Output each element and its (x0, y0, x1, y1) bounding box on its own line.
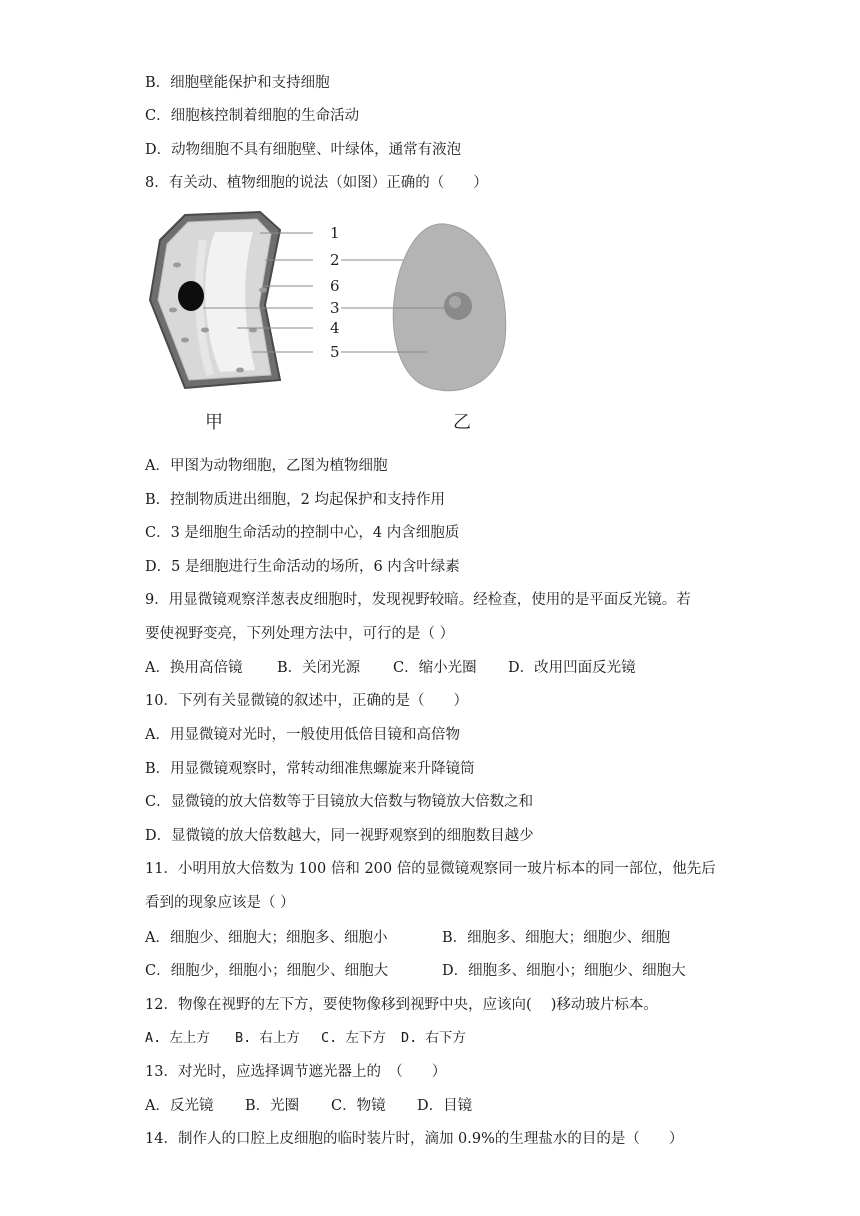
q10-option-c: C．显微镜的放大倍数等于目镜放大倍数与物镜放大倍数之和 (145, 794, 534, 810)
label-6: 6 (330, 277, 340, 295)
label-4: 4 (330, 319, 340, 337)
q14-stem: 14．制作人的口腔上皮细胞的临时装片时，滴加 0.9%的生理盐水的目的是（ ） (145, 1131, 684, 1147)
label-yi: 乙 (453, 412, 471, 433)
cell-diagram-figure (145, 210, 535, 440)
q9-option-c: C．缩小光圈 (393, 660, 477, 676)
q10-stem: 10．下列有关显微镜的叙述中，正确的是（ ） (145, 693, 468, 709)
label-5: 5 (330, 343, 340, 361)
q12-option-a: A. 左上方 (145, 1030, 210, 1046)
q11-option-d: D．细胞多、细胞小；细胞少、细胞大 (442, 963, 686, 979)
q11-stem-line1: 11．小明用放大倍数为 100 倍和 200 倍的显微镜观察同一玻片标本的同一部位，他先后 (145, 861, 716, 877)
q13-option-c: C．物镜 (331, 1098, 386, 1114)
q8-option-c: C．3 是细胞生命活动的控制中心，4 内含细胞质 (145, 525, 460, 541)
q12-option-c: C. 左下方 (321, 1030, 386, 1046)
q13-stem: 13．对光时，应选择调节遮光器上的 （ ） (145, 1064, 447, 1080)
label-3: 3 (330, 299, 340, 317)
q9-option-d: D．改用凹面反光镜 (508, 660, 636, 676)
q7-option-c: C．细胞核控制着细胞的生命活动 (145, 108, 360, 124)
q9-stem-line1: 9．用显微镜观察洋葱表皮细胞时，发现视野较暗。经检查，使用的是平面反光镜。若 (145, 592, 691, 608)
q10-option-b: B．用显微镜观察时，常转动细准焦螺旋来升降镜筒 (145, 761, 475, 777)
q11-option-c: C．细胞少，细胞小；细胞少、细胞大 (145, 963, 389, 979)
label-1: 1 (330, 224, 340, 242)
label-2: 2 (330, 251, 340, 269)
q13-option-a: A．反光镜 (145, 1098, 214, 1114)
q12-stem: 12．物像在视野的左下方，要使物像移到视野中央，应该向( )移动玻片标本。 (145, 997, 658, 1013)
label-jia: 甲 (205, 412, 223, 433)
q10-option-a: A．用显微镜对光时，一般使用低倍目镜和高倍物 (145, 727, 460, 743)
q11-option-b: B．细胞多、细胞大；细胞少、细胞 (442, 930, 671, 946)
q11-stem-line2: 看到的现象应该是（ ） (145, 895, 295, 911)
q12-option-d: D. 右下方 (401, 1030, 466, 1046)
q7-option-d: D．动物细胞不具有细胞壁、叶绿体，通常有液泡 (145, 142, 462, 158)
q11-option-a: A．细胞少、细胞大；细胞多、细胞小 (145, 930, 388, 946)
q7-option-b: B．细胞壁能保护和支持细胞 (145, 75, 330, 91)
q10-option-d: D．显微镜的放大倍数越大，同一视野观察到的细胞数目越少 (145, 828, 534, 844)
plant-cell-diagram (150, 212, 313, 388)
q12-option-b: B. 右上方 (235, 1030, 300, 1046)
q9-option-a: A．换用高倍镜 (145, 660, 243, 676)
q8-option-d: D．5 是细胞进行生命活动的场所，6 内含叶绿素 (145, 559, 460, 575)
q8-stem: 8．有关动、植物细胞的说法（如图）正确的（ ） (145, 175, 488, 191)
q9-stem-line2: 要使视野变亮，下列处理方法中，可行的是（ ） (145, 626, 455, 642)
q8-option-a: A．甲图为动物细胞，乙图为植物细胞 (145, 458, 388, 474)
q9-option-b: B．关闭光源 (277, 660, 361, 676)
q8-option-b: B．控制物质进出细胞，2 均起保护和支持作用 (145, 492, 445, 508)
q13-option-b: B．光圈 (245, 1098, 300, 1114)
q13-option-d: D．目镜 (417, 1098, 473, 1114)
animal-cell-diagram (341, 224, 506, 391)
